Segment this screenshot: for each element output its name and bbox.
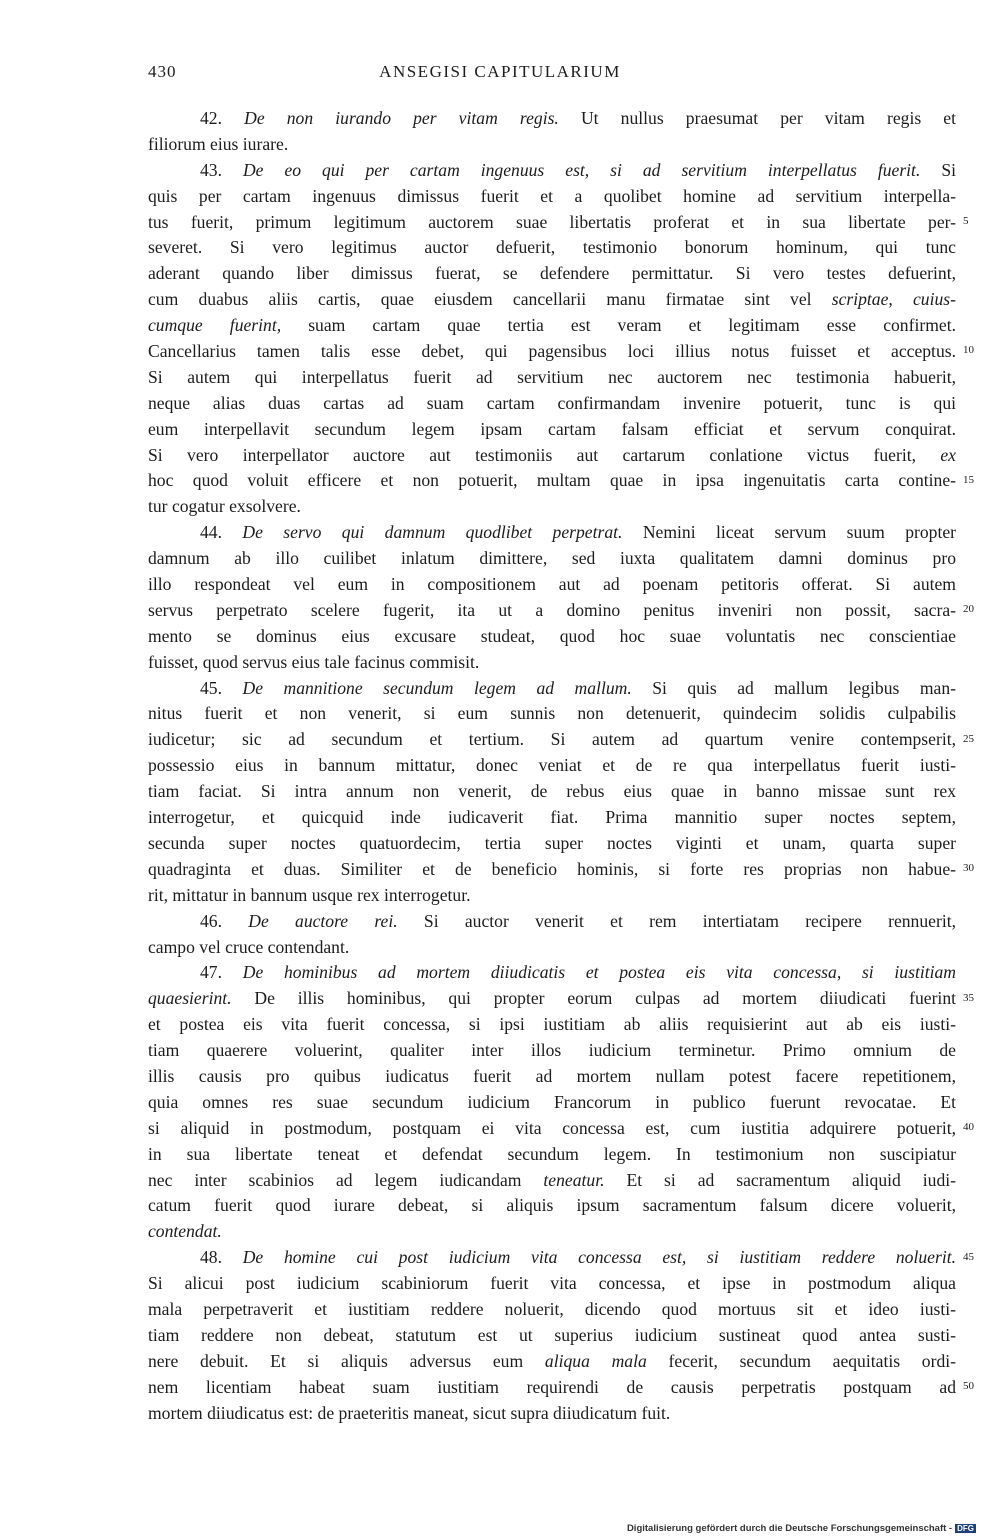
rubric-text: De homine cui post iudicium vita concessa est, si iustitiam reddere noluerit. [242, 1247, 956, 1268]
line-number: 35 [963, 991, 974, 1004]
line-text: suam cartam quae tertia est veram et legitimam esse confirmet. [281, 315, 956, 336]
rubric-text: contendat. [148, 1221, 222, 1242]
text-line [148, 132, 956, 158]
line-text: nem licentiam habeat suam iustitiam requirendi de causis perpetratis postquam ad [148, 1376, 956, 1397]
line-text: 44. [200, 522, 243, 543]
rubric-text: De hominibus ad mortem diiudicatis et postea eis vita concessa, si iustitiam [242, 962, 957, 983]
rubric-text: De servo qui damnum quodlibet perpetrat. [242, 522, 623, 543]
line-text: tus fuerit, primum legitimum auctorem suae libertatis proferat et in sua libertate per- [148, 211, 956, 232]
line-text: severet. Si vero legitimus auctor defuerit, testimonio bonorum hominum, qui tunc [148, 237, 956, 258]
rubric-text: teneatur. [543, 1169, 605, 1190]
rubric-text: ex [940, 444, 956, 465]
text-line [148, 986, 956, 1012]
line-text: Si vero interpellator auctore aut testimoniis aut cartarum conlatione victus fuerit, [148, 444, 941, 465]
line-text: campo vel cruce contendant. [148, 936, 350, 957]
line-text: nec inter scabinios ad legem iudicandam [148, 1169, 544, 1190]
line-text: secunda super noctes quatuordecim, tertia super noctes viginti et unam, quarta super [148, 832, 956, 853]
line-text: Ut nullus praesumat per vitam regis et [558, 108, 957, 128]
rubric-text: aliqua mala [544, 1350, 647, 1371]
text-line [148, 417, 956, 443]
line-number: 15 [963, 473, 974, 486]
text-line [148, 805, 956, 831]
line-text: et postea eis vita fuerit concessa, si ipsi iustitiam ab aliis requisierint aut ab eis iusti- [148, 1014, 956, 1035]
text-line [148, 676, 956, 702]
text-line [148, 468, 956, 494]
line-text: catum fuerit quod iurare debeat, si aliquis ipsum sacramentum falsum dicere voluerit, [148, 1195, 956, 1216]
text-line [148, 1349, 956, 1375]
line-text: Si quis ad mallum legibus man- [631, 677, 957, 698]
text-line [148, 650, 956, 676]
text-line [148, 1245, 956, 1271]
text-line [148, 1401, 956, 1427]
line-text: illis causis pro quibus iudicatus fuerit ad mortem nullam potest facere repetitionem, [148, 1065, 956, 1086]
line-text: tiam faciat. Si intra annum non venerit, de rebus eius quae in banno missae sunt rex [148, 781, 956, 802]
line-text: 45. [200, 677, 243, 698]
running-head: ANSEGISI CAPITULARIUM [379, 62, 621, 81]
line-text: Si autem qui interpellatus fuerit ad servitium nec auctorem nec testimonia habuerit, [148, 366, 956, 387]
text-line [148, 1168, 956, 1194]
line-text: hoc quod voluit efficere et non potuerit, multam quae in ipsa ingenuitatis carta contine- [148, 470, 956, 491]
text-line [148, 261, 956, 287]
line-text: aderant quando liber dimissus fuerat, se defendere permittatur. Si vero testes defuerint, [148, 263, 956, 284]
line-text: filiorum eius iurare. [148, 133, 289, 154]
text-line [148, 935, 956, 961]
text-line [148, 857, 956, 883]
text-line [148, 753, 956, 779]
footer-credit-text: Digitalisierung gefördert durch die Deutsche Forschungsgemeinschaft - [626, 1523, 953, 1534]
line-number: 30 [963, 862, 974, 875]
line-text: 48. [200, 1247, 243, 1268]
text-line [148, 235, 956, 261]
text-line [148, 365, 956, 391]
line-number: 5 [963, 214, 969, 227]
text-line [148, 883, 956, 909]
text-line [148, 624, 956, 650]
text-line [148, 494, 956, 520]
line-text: fuisset, quod servus eius tale facinus commisit. [148, 651, 480, 672]
line-number: 45 [963, 1250, 974, 1263]
line-text: mortem diiudicatus est: de praeteritis maneat, sicut supra diiudicatum fuit. [148, 1402, 671, 1423]
text-line [148, 960, 956, 986]
line-text: tiam quaerere voluerint, qualiter inter illos iudicium terminetur. Primo omnium de [148, 1040, 956, 1061]
text-line [148, 1271, 956, 1297]
body-text [148, 106, 956, 1426]
rubric-text: quaesierint. [148, 988, 232, 1009]
line-text: tiam reddere non debeat, statutum est ut superius iudicium sustineat quod antea susti- [148, 1324, 956, 1345]
text-line [148, 1064, 956, 1090]
rubric-text: scriptae, cuius- [831, 289, 956, 310]
line-text: 46. [200, 910, 249, 931]
text-line [148, 909, 956, 935]
text-line [148, 1038, 956, 1064]
text-line [148, 210, 956, 236]
line-text: 43. [200, 159, 243, 180]
line-text: mento se dominus eius excusare studeat, quod hoc suae voluntatis nec conscientiae [148, 625, 956, 646]
text-line [148, 391, 956, 417]
line-text: Si [920, 159, 956, 180]
line-text: 42. [200, 108, 245, 128]
text-line [148, 831, 956, 857]
line-text: illo respondeat vel eum in compositionem aut ad poenam petitoris offerat. Si autem [148, 574, 956, 595]
line-text: rit, mittatur in bannum usque rex interrogetur. [148, 884, 471, 905]
line-text: mala perpetraverit et iustitiam reddere noluerit, dicendo quod mortuus sit et ideo iusti- [148, 1298, 956, 1319]
line-text: 47. [200, 962, 243, 983]
text-line [148, 339, 956, 365]
text-line [148, 106, 956, 132]
rubric-text: De non iurando per vitam regis. [244, 108, 559, 128]
line-text: in sua libertate teneat et defendat secundum legem. In testimonium non suscipiatur [148, 1143, 956, 1164]
text-line [148, 572, 956, 598]
line-text: iudicetur; sic ad secundum et tertium. Si autem ad quartum venire contempserit, [148, 729, 956, 750]
footer-credit [627, 1523, 976, 1534]
line-text: cum duabus aliis cartis, quae eiusdem cancellarii manu firmatae sint vel [148, 289, 832, 310]
text-line [148, 727, 956, 753]
text-line [148, 1116, 956, 1142]
line-number: 10 [963, 344, 974, 357]
text-line [148, 313, 956, 339]
text-line [148, 520, 956, 546]
text-line [148, 1012, 956, 1038]
text-line [148, 1193, 956, 1219]
text-line [148, 701, 956, 727]
line-text: Si auctor venerit et rem intertiatam recipere rennuerit, [397, 910, 956, 931]
rubric-text: De auctore rei. [248, 910, 398, 931]
line-text: possessio eius in bannum mittatur, donec veniat et de re qua interpellatus fuerit iusti- [148, 755, 956, 776]
text-line [148, 184, 956, 210]
line-number: 25 [963, 732, 974, 745]
rubric-text: cumque fuerint, [148, 315, 282, 336]
text-line [148, 1090, 956, 1116]
line-text: neque alias duas cartas ad suam cartam confirmandam invenire potuerit, tunc is qui [148, 392, 956, 413]
text-line [148, 443, 956, 469]
line-text: Et si ad sacramentum aliquid iudi- [604, 1169, 956, 1190]
text-line [148, 1297, 956, 1323]
line-text: damnum ab illo cuilibet inlatum dimittere, sed iuxta qualitatem damni dominus pro [148, 548, 956, 569]
page-number: 430 [148, 62, 177, 81]
line-text: nitus fuerit et non venerit, si eum sunnis non detenuerit, quindecim solidis culpabilis [148, 703, 956, 724]
line-number: 20 [963, 603, 974, 616]
text-line [148, 158, 956, 184]
text-line [148, 779, 956, 805]
line-text: quis per cartam ingenuus dimissus fuerit et a quolibet homine ad servitium interpella- [148, 185, 956, 206]
text-line [148, 1323, 956, 1349]
text-line [148, 546, 956, 572]
line-text: Si alicui post iudicium scabiniorum fuerit vita concessa, et ipse in postmodum aliqua [148, 1273, 956, 1294]
line-text: nere debuit. Et si aliquis adversus eum [148, 1350, 545, 1371]
line-number: 50 [963, 1380, 974, 1393]
line-text: servus perpetrato scelere fugerit, ita ut a domino penitus inveniri non possit, sacra- [148, 599, 956, 620]
line-text: interrogetur, et quicquid inde iudicaverit fiat. Prima mannitio super noctes septem, [148, 807, 956, 828]
line-text: quia omnes res suae secundum iudicium Francorum in publico fuerunt revocatae. Et [148, 1091, 956, 1112]
dfg-logo: DFG [957, 1523, 974, 1533]
text-line [148, 287, 956, 313]
rubric-text: De mannitione secundum legem ad mallum. [242, 677, 632, 698]
text-line [148, 598, 956, 624]
text-line [148, 1219, 956, 1245]
line-text: si aliquid in postmodum, postquam ei vita concessa est, cum iustitia adquirere potuerit, [148, 1117, 956, 1138]
line-text: Nemini liceat servum suum propter [622, 522, 956, 543]
line-text: eum interpellavit secundum legem ipsam cartam falsam efficiat et servum conquirat. [148, 418, 956, 439]
text-line [148, 1142, 956, 1168]
line-number: 40 [963, 1121, 974, 1134]
text-line [148, 1375, 956, 1401]
rubric-text: De eo qui per cartam ingenuus est, si ad servitium interpellatus fuerit. [242, 159, 921, 180]
line-text: tur cogatur exsolvere. [148, 496, 301, 517]
line-text: fecerit, secundum aequitatis ordi- [646, 1350, 956, 1371]
line-text: quadraginta et duas. Similiter et de beneficio hominis, si forte res proprias non habue- [148, 858, 956, 879]
line-text: De illis hominibus, qui propter eorum culpas ad mortem diiudicati fuerint [231, 988, 956, 1009]
line-text: Cancellarius tamen talis esse debet, qui pagensibus loci illius notus fuisset et acceptus. [148, 341, 956, 362]
